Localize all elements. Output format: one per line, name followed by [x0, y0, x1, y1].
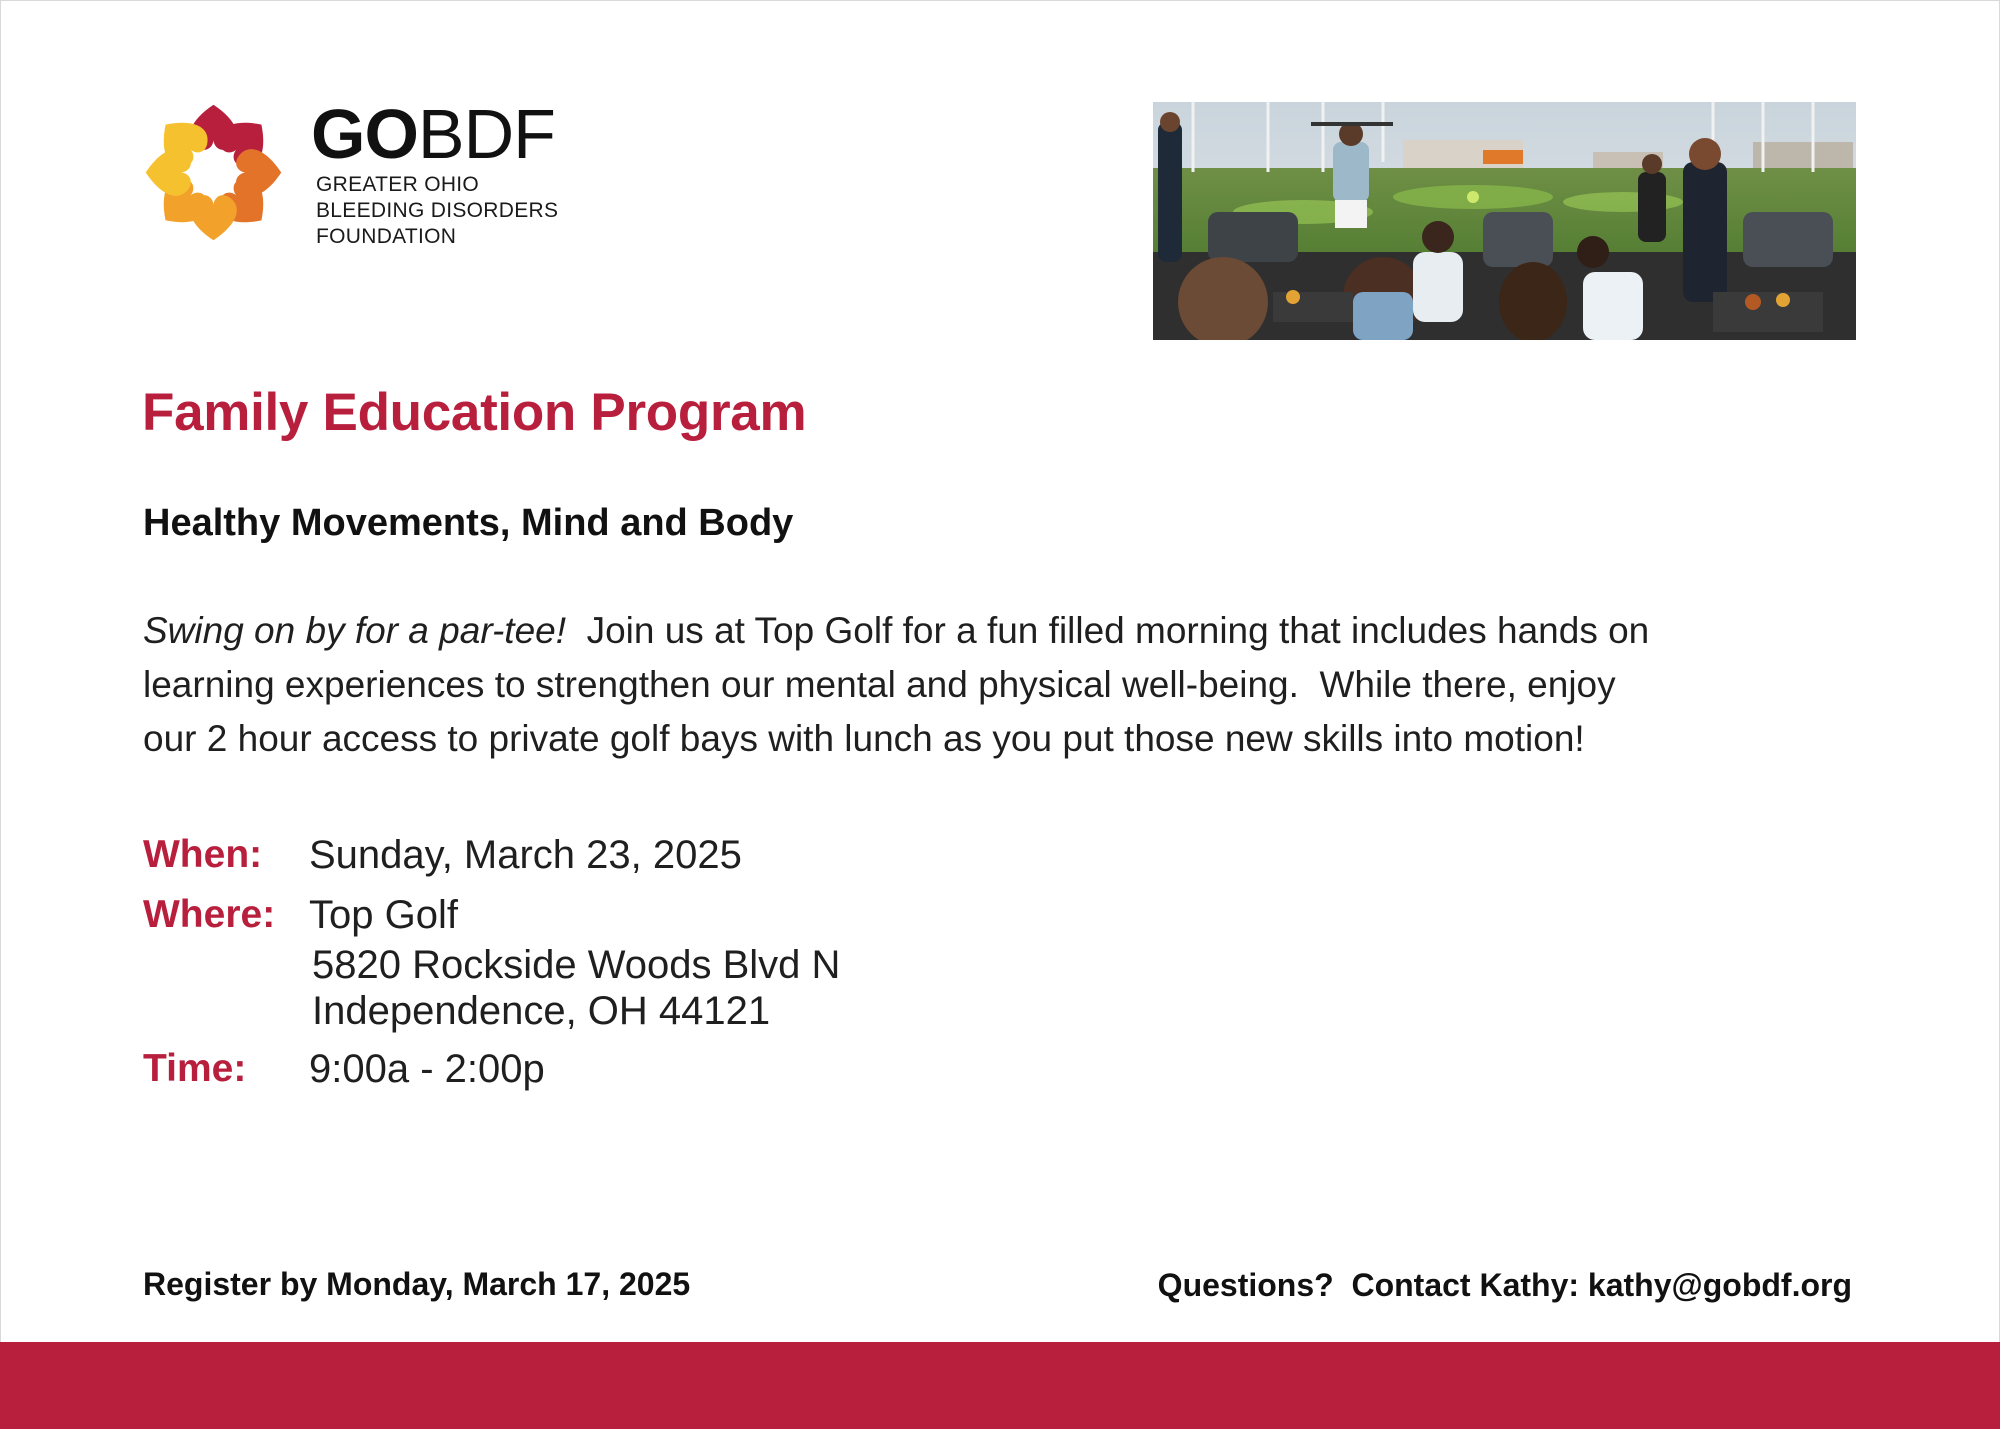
- where-label: Where:: [143, 893, 276, 936]
- logo-subtitle-line: GREATER OHIO: [316, 173, 480, 196]
- description-intro: Swing on by for a par-tee!: [143, 610, 567, 651]
- where-value: Top Golf: [309, 893, 458, 937]
- page-title: Family Education Program: [142, 383, 807, 442]
- logo-wordmark: [311, 94, 555, 174]
- description-line: learning experiences to strengthen our mental and physical well-being. While there, enjoy: [143, 664, 1616, 705]
- event-description: [143, 604, 1863, 766]
- description-line: our 2 hour access to private golf bays with lunch as you put those new skills into motion!: [143, 718, 1585, 759]
- contact-text: Questions? Contact Kathy:: [1157, 1267, 1588, 1303]
- address-line2: Independence, OH 44121: [312, 989, 771, 1033]
- topgolf-photo: [1153, 102, 1856, 340]
- when-label: When:: [143, 833, 263, 876]
- register-deadline: Register by Monday, March 17, 2025: [143, 1266, 691, 1302]
- page-subtitle: Healthy Movements, Mind and Body: [143, 502, 794, 544]
- gobdf-logo: [141, 95, 581, 250]
- logo-subtitle: [316, 172, 558, 250]
- logo-word-bold: GO: [311, 95, 418, 173]
- when-value: Sunday, March 23, 2025: [309, 833, 742, 877]
- description-line1-text: Join us at Top Golf for a fun filled morning that includes hands on: [566, 610, 1650, 651]
- footer-band: [0, 1342, 2000, 1429]
- description-line: [143, 604, 1863, 658]
- address-line1: 5820 Rockside Woods Blvd N: [312, 943, 841, 987]
- contact-info: [1158, 1263, 1852, 1307]
- logo-subtitle-line: BLEEDING DISORDERS: [316, 199, 559, 222]
- logo-subtitle-line: FOUNDATION: [316, 225, 457, 248]
- contact-email-link[interactable]: kathy@gobdf.org: [1587, 1267, 1852, 1303]
- logo-word-light: BDF: [417, 95, 555, 173]
- heart-ring-icon: [141, 100, 286, 245]
- time-label: Time:: [143, 1047, 247, 1090]
- time-value: 9:00a - 2:00p: [309, 1047, 545, 1091]
